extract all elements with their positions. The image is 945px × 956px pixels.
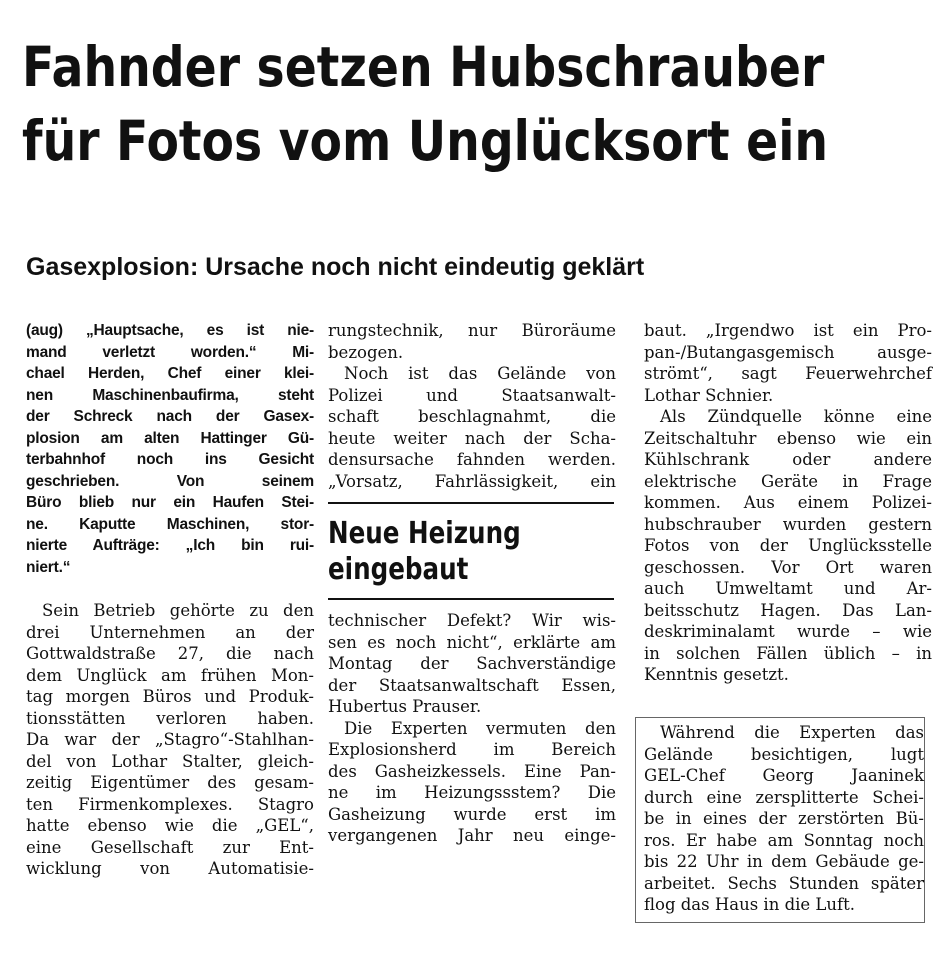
text-line: pan-/Butangasgemisch ausge- [644,342,932,362]
text-line: elektrische Geräte in Frage [644,471,932,491]
text-line: terbahnhof noch ins Gesicht [26,451,314,468]
body-paragraph [26,600,314,880]
text-line: deskriminalamt wurde – wie [644,622,932,641]
text-line: nierte Aufträge: „Ich bin rui- [26,537,314,554]
text-line: Gelände besichtigen, lugt [644,744,924,764]
text-line: del von Lothar Stalter, gleich- [26,751,314,771]
text-line: chael Herden, Chef einer klei- [26,365,314,382]
text-line: technischer Defekt? Wir wis- [328,611,616,630]
headline-line: Fahnder setzen Hubschrauber [22,35,825,99]
text-line: Kühlschrank oder andere [644,450,932,469]
text-line: ne. Kaputte Maschinen, stor- [26,515,314,533]
text-line: beitsschutz Hagen. Das Lan- [644,600,932,620]
text-line: Noch ist das Gelände von [344,364,616,383]
text-line: niert.“ [26,558,71,576]
text-line: plosion am alten Hattinger Gü- [26,429,314,447]
text-line: Gasheizung wurde erst im [328,804,616,824]
text-line: vergangenen Jahr neu einge- [328,826,616,845]
text-line: tionsstätten verloren haben. [26,708,314,728]
text-line: nen Maschinenbaufirma, steht [26,386,314,404]
text-line: Als Zündquelle könne eine [660,407,932,426]
text-line: in solchen Fällen üblich – in [644,643,932,663]
text-line: ten Firmenkomplexes. Stagro [26,794,314,814]
headline [22,30,829,178]
text-line: bezogen. [328,342,404,362]
text-line: schaft beschlagnahmt, die [328,407,616,426]
text-line: sen es noch nicht“, erklärte am [328,632,616,652]
text-line: Explosionsherd im Bereich [328,740,616,759]
text-line: Sein Betrieb gehörte zu den [42,601,314,620]
text-line: Lothar Schnier. [644,385,774,405]
intertitle [328,514,564,588]
text-line: Büro blieb nur ein Haufen Stei- [26,494,314,511]
text-line: bis 22 Uhr in dem Gebäude ge- [644,852,924,871]
text-line: heute weiter nach der Scha- [328,428,616,448]
text-line: drei Unternehmen an der [26,622,314,642]
text-line: dem Unglück am frühen Mon- [26,665,314,685]
text-line: wicklung von Automatisie- [26,859,314,878]
text-line: Polizei und Staatsanwalt- [328,385,616,405]
subheadline: Gasexplosion: Ursache noch nicht eindeutig geklärt [26,253,645,281]
text-line: Hubertus Prauser. [328,697,482,716]
section-divider [328,502,614,504]
text-line: Gottwaldstraße 27, die nach [26,644,314,663]
intro-paragraph [26,320,314,578]
text-line: Während die Experten das [660,723,924,742]
section-divider [328,598,614,600]
text-line: (aug) „Hauptsache, es ist nie- [26,322,314,339]
text-line: eine Gesellschaft zur Ent- [26,837,314,857]
text-line: „Vorsatz, Fahrlässigkeit, ein [328,471,616,491]
text-line: Zeitschaltuhr ebenso wie ein [644,428,932,448]
text-line: der Schreck nach der Gasex- [26,408,314,425]
text-line: zeitig Eigentümer des gesam- [26,773,314,792]
text-line: hatte ebenso wie die „GEL“, [26,816,314,835]
text-line: be in eines der zerstörten Bü- [644,809,924,828]
text-line: baut. „Irgendwo ist ein Pro- [644,321,932,340]
article-column-1 [26,320,314,880]
intertitle-line: eingebaut [328,552,469,587]
text-line: auch Umweltamt und Ar- [644,579,932,598]
headline-line: für Fotos vom Unglücksort ein [22,109,829,173]
boxed-paragraph [635,717,925,923]
text-line: Montag der Sachverständige [328,654,616,673]
text-line: rungstechnik, nur Büroräume [328,321,616,340]
text-line: geschrieben. Von seinem [26,472,314,490]
text-line: der Staatsanwaltschaft Essen, [328,675,616,695]
text-line: hubschrauber wurden gestern [644,514,932,534]
text-line: Die Experten vermuten den [344,718,616,738]
article-column-3 [644,320,932,686]
text-line: Da war der „Stagro“-Stahlhan- [26,730,314,749]
intertitle-line: Neue Heizung [328,516,521,551]
text-line: tag morgen Büros und Produk- [26,687,314,706]
text-line: durch eine zersplitterte Schei- [644,787,924,807]
text-line: GEL-Chef Georg Jaaninek [644,766,924,785]
text-line: ne im Heizungssstem? Die [328,783,616,802]
text-line: Kenntnis gesetzt. [644,665,789,684]
text-line: Fotos von der Unglücksstelle [644,536,932,555]
text-line: densursache fahnden werden. [328,450,616,469]
text-line: arbeitet. Sechs Stunden später [644,873,924,893]
text-line: strömt“, sagt Feuerwehrchef [644,364,932,383]
text-line: des Gasheizkessels. Eine Pan- [328,761,616,781]
text-line: mand verletzt worden.“ Mi- [26,343,314,361]
text-line: ros. Er habe am Sonntag noch [644,830,924,850]
text-line: kommen. Aus einem Polizei- [644,493,932,512]
text-line: geschossen. Vor Ort waren [644,557,932,577]
article-column-2 [328,320,616,847]
text-line: flog das Haus in die Luft. [644,895,855,914]
